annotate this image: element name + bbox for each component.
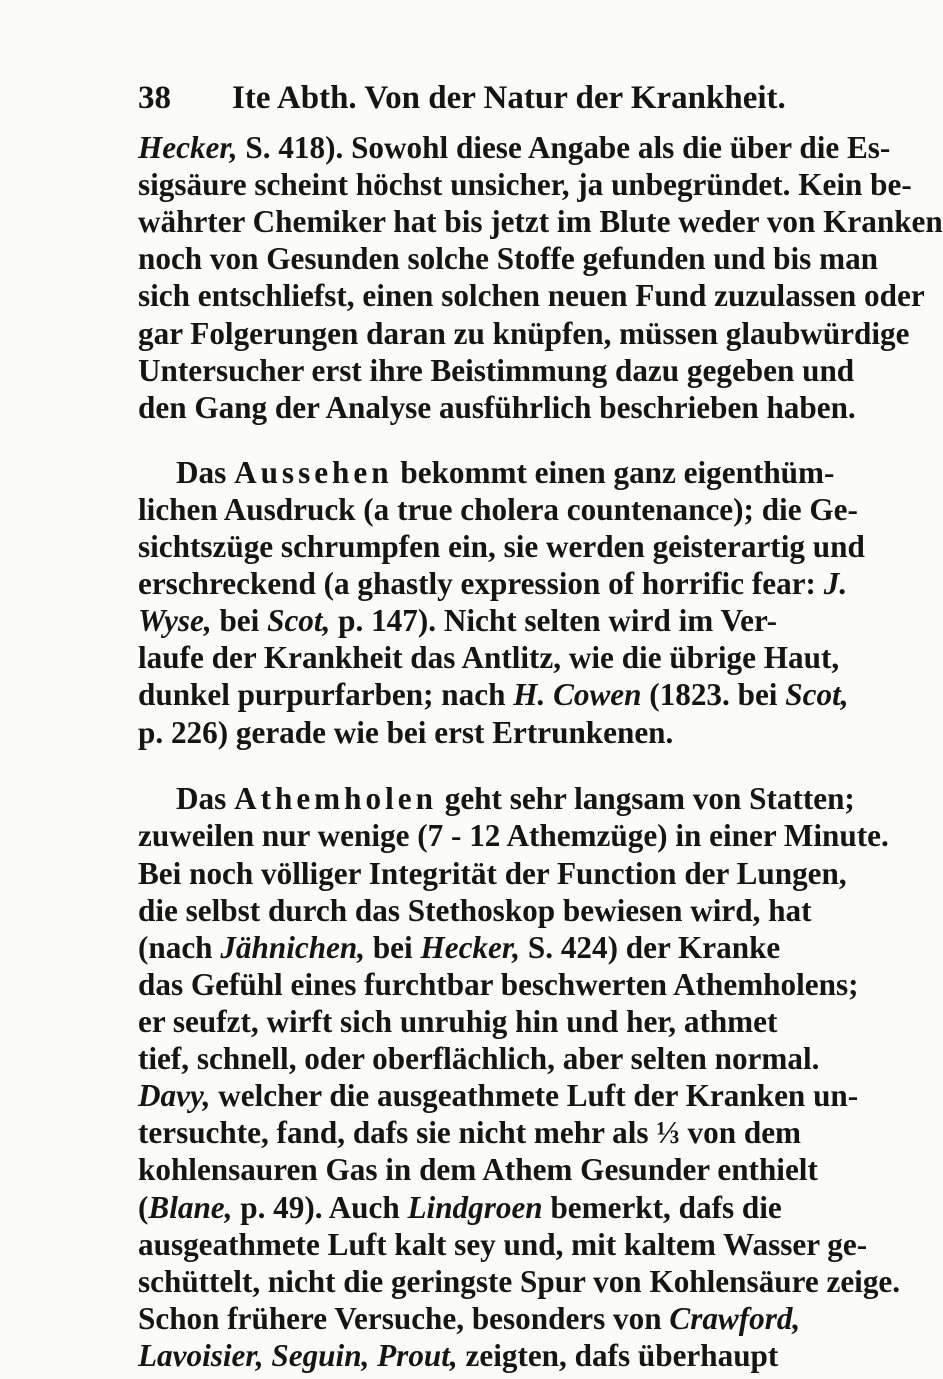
spaced-keyword: Aussehen — [234, 455, 393, 490]
text-segment: p. 49). Auch — [232, 1190, 408, 1225]
text-segment: noch von Gesunden solche Stoffe gefunden und bis man — [138, 241, 879, 276]
italic-text: J. — [823, 566, 848, 601]
text-segment: lichen Ausdruck (a true cholera countenance); die Ge- — [138, 492, 858, 527]
text-line — [138, 638, 840, 678]
italic-text: Lavoisier, Seguin, Prout, — [138, 1338, 458, 1373]
text-line — [138, 239, 879, 279]
text-segment: sichtszüge schrumpfen ein, sie werden geisterartig und — [138, 529, 865, 564]
text-segment: p. 226) gerade wie bei erst Ertrunkenen. — [138, 715, 674, 750]
text-segment: dunkel purpurfarben; nach — [138, 677, 514, 712]
text-segment: p. 147). Nicht selten wird im Ver- — [330, 603, 778, 638]
italic-text: Lindgroen — [407, 1190, 543, 1225]
text-line — [138, 1225, 868, 1265]
text-segment: die selbst durch das Stethoskop bewiesen wird, hat — [138, 893, 812, 928]
text-line — [138, 1076, 859, 1116]
text-line — [138, 891, 812, 931]
text-line — [138, 276, 925, 316]
text-line — [138, 779, 855, 819]
text-line — [138, 1113, 802, 1153]
text-line — [138, 601, 778, 641]
italic-text: Scot, — [267, 603, 331, 638]
text-line — [138, 202, 943, 242]
text-segment: S. 424) der Kranke — [520, 930, 781, 965]
spaced-keyword: Athemholen — [234, 781, 437, 816]
text-segment: währter Chemiker hat bis jetzt im Blute weder von Kranken — [138, 204, 943, 239]
text-line — [138, 1299, 801, 1339]
text-segment: (1823. bei — [641, 677, 786, 712]
text-line — [138, 965, 859, 1005]
text-line — [138, 1039, 820, 1079]
text-line — [138, 1002, 778, 1042]
text-line — [138, 1188, 782, 1228]
text-line — [138, 527, 865, 567]
text-segment: Bei noch völliger Integrität der Function der Lungen, — [138, 856, 847, 891]
running-title: Ite Abth. Von der Natur der Krankheit. — [232, 80, 786, 116]
italic-text: Blane, — [148, 1190, 233, 1225]
italic-text: Wyse, — [138, 603, 212, 638]
italic-text: Hecker, — [420, 930, 521, 965]
text-segment: schüttelt, nicht die geringste Spur von Kohlensäure zeige. — [138, 1264, 901, 1299]
text-segment: Das — [176, 781, 235, 816]
text-line — [138, 388, 856, 428]
text-segment: S. 418). Sowohl diese Angabe als die über die Es- — [237, 130, 891, 165]
text-segment: zeigten, dafs überhaupt — [457, 1338, 779, 1373]
text-line — [138, 816, 889, 856]
text-segment: zuweilen nur wenige (7 - 12 Athemzüge) in einer Minute. — [138, 818, 889, 853]
text-segment: Schon frühere Versuche, besonders von — [138, 1301, 670, 1336]
text-line — [138, 713, 720, 753]
text-segment: Das — [176, 455, 235, 490]
text-line — [138, 453, 835, 493]
text-line — [138, 128, 891, 168]
text-segment: geht sehr langsam von Statten; — [436, 781, 855, 816]
text-segment: ( — [138, 1190, 149, 1225]
text-segment: bemerkt, dafs die — [542, 1190, 782, 1225]
page-header — [138, 80, 786, 126]
page-number: 38 — [138, 80, 171, 116]
text-line — [138, 1262, 901, 1302]
text-segment: ausgeathmete Luft kalt sey und, mit kaltem Wasser ge- — [138, 1227, 868, 1262]
text-segment: (nach — [138, 930, 221, 965]
text-line — [138, 314, 910, 354]
text-line — [138, 564, 848, 604]
text-segment: tersuchte, fand, dafs sie nicht mehr als ⅓ von dem — [138, 1115, 802, 1150]
text-segment: sigsäure scheint höchst unsicher, ja unbegründet. Kein be- — [138, 167, 912, 202]
text-segment: gar Folgerungen daran zu knüpfen, müssen glaubwürdige — [138, 316, 910, 351]
text-segment: sich entschliefst, einen solchen neuen Fund zuzulassen oder — [138, 278, 925, 313]
text-segment: erschreckend (a ghastly expression of horrific fear: — [138, 566, 824, 601]
text-line — [138, 675, 849, 715]
italic-text: Jähnichen, — [220, 930, 366, 965]
text-segment: das Gefühl eines furchtbar beschwerten Athemholens; — [138, 967, 859, 1002]
text-segment: Untersucher erst ihre Beistimmung dazu gegeben und — [138, 353, 855, 388]
text-line — [138, 490, 858, 530]
text-segment: er seufzt, wirft sich unruhig hin und her, athmet — [138, 1004, 778, 1039]
text-segment: bei — [365, 930, 421, 965]
italic-text: Hecker, — [138, 130, 238, 165]
text-line — [138, 1150, 818, 1190]
text-line — [138, 928, 781, 968]
italic-text: Crawford, — [669, 1301, 801, 1336]
italic-text: Scot, — [785, 677, 849, 712]
text-segment: den Gang der Analyse ausführlich beschrieben haben. — [138, 390, 856, 425]
italic-text: Davy, — [138, 1078, 211, 1113]
text-segment: tief, schnell, oder oberflächlich, aber selten normal. — [138, 1041, 820, 1076]
text-segment: bei — [211, 603, 268, 638]
text-line — [138, 165, 912, 205]
text-segment: welcher die ausgeathmete Luft der Kranken un- — [210, 1078, 859, 1113]
text-line — [138, 854, 847, 894]
text-line — [138, 351, 855, 391]
text-segment: bekommt einen ganz eigenthüm- — [392, 455, 835, 490]
text-segment: kohlensauren Gas in dem Athem Gesunder enthielt — [138, 1152, 818, 1187]
text-line — [138, 1336, 779, 1376]
italic-text: H. Cowen — [513, 677, 642, 712]
text-segment: laufe der Krankheit das Antlitz, wie die übrige Haut, — [138, 640, 840, 675]
